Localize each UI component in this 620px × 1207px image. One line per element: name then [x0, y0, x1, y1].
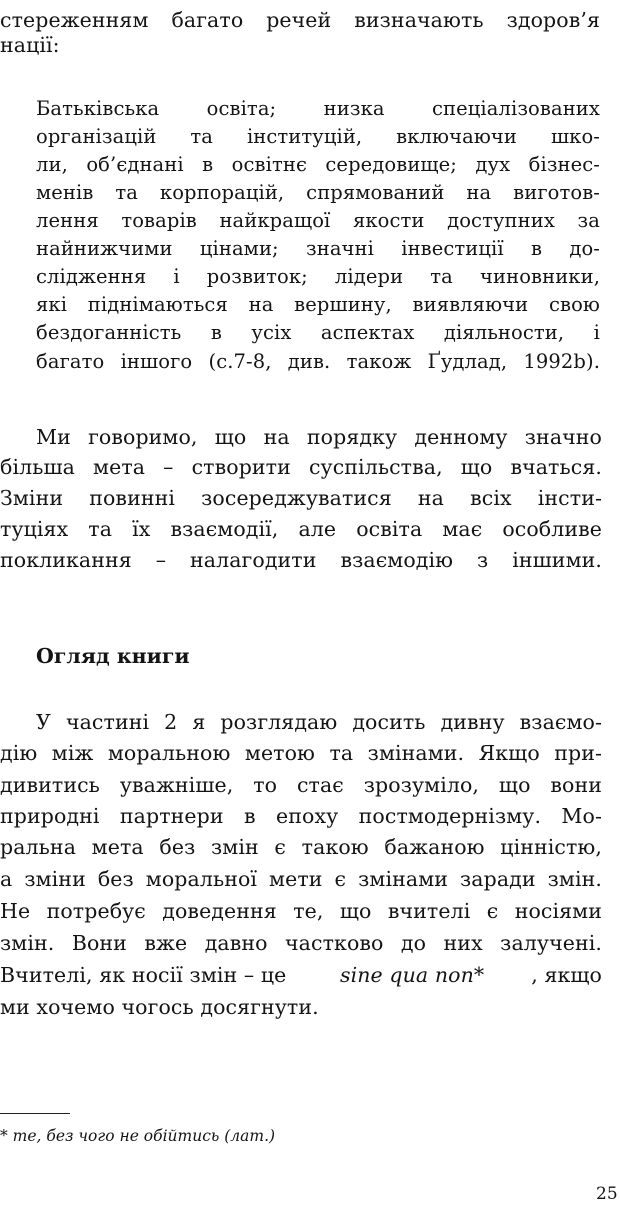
quote-line: лення товарів найкращої якости доступних за	[36, 209, 600, 232]
quote-line: слідження і розвиток; лідери та чиновники,	[36, 265, 600, 288]
quote-line: організацій та інституцій, включаючи шко-	[36, 125, 600, 148]
quote-line: які піднімаються на вершину, виявляючи свою	[36, 293, 600, 316]
text-line: ми хочемо чогось досягнути.	[0, 995, 319, 1019]
quote-line: найнижчими цінами; значні інвестиції в до-	[36, 237, 600, 260]
text-line: більша мета – створити суспільства, що вчаться.	[0, 455, 602, 479]
text-line: туціях та їх взаємодії, але освіта має особливе	[0, 517, 602, 541]
text-line: Ми говоримо, що на порядку денному значно	[36, 425, 602, 449]
text-fragment: , якщо	[531, 963, 602, 987]
latin-phrase: sine qua non*	[339, 963, 485, 987]
text-line: природні партнери в епоху постмодернізму. Мо-	[0, 804, 602, 828]
text-line: нації:	[0, 33, 60, 57]
text-line: дивитись уважніше, то стає зрозуміло, що вони	[0, 773, 602, 797]
text-fragment: Вчителі, як носії змін – це	[0, 963, 294, 987]
text-line: покликання – налагодити взаємодію з іншими.	[0, 548, 602, 572]
text-line: Зміни повинні зосереджуватися на всіх інсти-	[0, 486, 602, 510]
text-line: У частині 2 я розглядаю досить дивну взаємо-	[36, 710, 602, 734]
quote-line: багато іншого (с.7-8, див. також Ґудлад, 1992b).	[36, 350, 600, 373]
text-line: Не потребує доведення те, що вчителі є носіями	[0, 899, 602, 923]
quote-line: ли, об’єднані в освітнє середовище; дух бізнес-	[36, 153, 600, 176]
text-line: дію між моральною метою та змінами. Якщо при-	[0, 741, 602, 765]
quote-line: Батьківська освіта; низка спеціалізованих	[36, 97, 600, 120]
text-line: стереженням багато речей визначають здоров’я	[0, 8, 600, 32]
text-line: змін. Вони вже давно частково до них залучені.	[0, 931, 602, 955]
text-line: а зміни без моральної мети є змінами заради змін.	[0, 867, 602, 891]
text-line-with-latin	[0, 963, 602, 987]
footnote: * те, без чого не обійтись (лат.)	[0, 1127, 276, 1145]
quote-line: бездоганність в усіх аспектах діяльности, і	[36, 321, 600, 344]
quote-line: менів та корпорацій, спрямований на виготов-	[36, 181, 600, 204]
page-number: 25	[596, 1184, 618, 1204]
footnote-divider	[0, 1113, 70, 1114]
text-line: ральна мета без змін є такою бажаною цінністю,	[0, 835, 602, 859]
section-heading: Огляд книги	[36, 644, 190, 668]
